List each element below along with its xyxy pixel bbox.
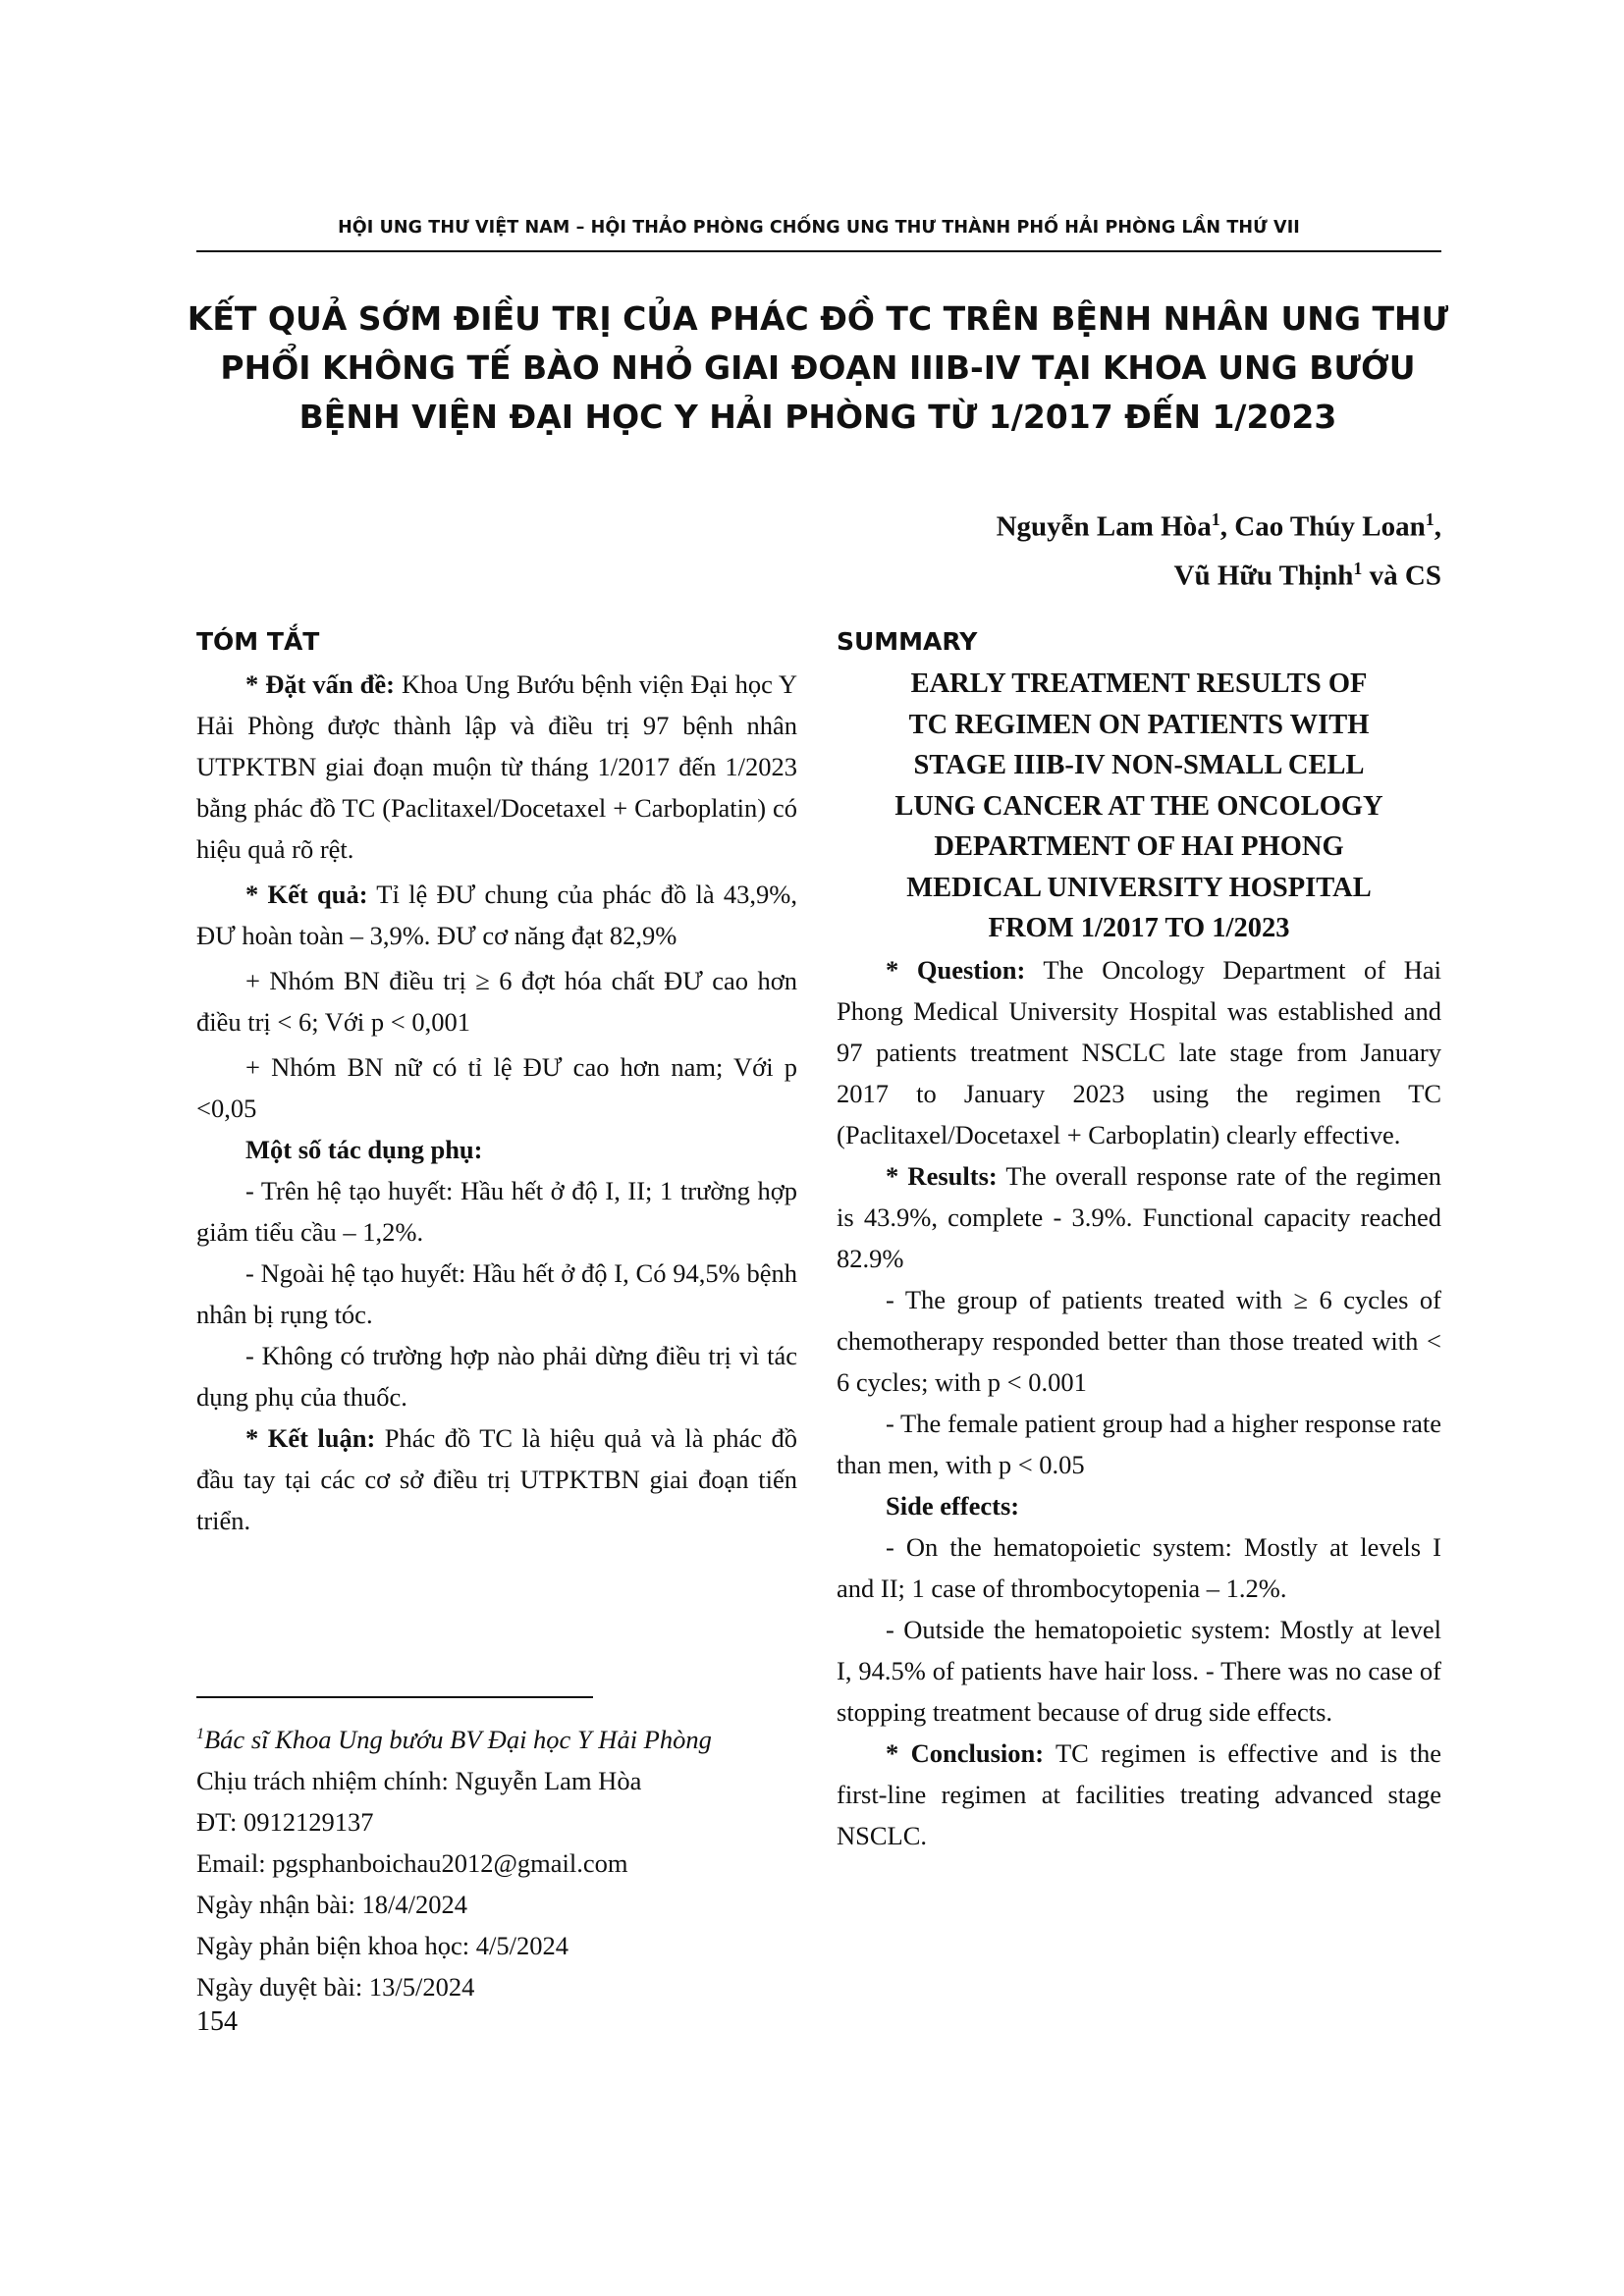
author-name: , Cao Thúy Loan bbox=[1219, 510, 1426, 543]
paragraph-text: Phác đồ TC là hiệu quả và là phác đồ đầu tay tại các cơ sở điều trị UTPKTBN giai đoạn tiến triển. bbox=[196, 1423, 797, 1535]
affiliation-text: Bác sĩ Khoa Ung bướu BV Đại học Y Hải Phòng bbox=[204, 1724, 712, 1754]
footnote-rule bbox=[196, 1696, 593, 1698]
author-list bbox=[785, 499, 1441, 596]
summary-conclusion bbox=[837, 1733, 1441, 1856]
paragraph-label: * Đặt vấn đề: bbox=[245, 669, 395, 699]
footnotes bbox=[196, 1714, 805, 2007]
header-rule bbox=[196, 250, 1441, 252]
side-effects-heading bbox=[196, 1129, 797, 1170]
paragraph-text: The overall response rate of the regimen is 43.9%, complete - 3.9%. Functional capacity reached 82.9% bbox=[837, 1160, 1441, 1273]
summary-results bbox=[837, 1155, 1441, 1279]
author-separator: , bbox=[1434, 510, 1441, 543]
footnote-reviewed: Ngày phản biện khoa học: 4/5/2024 bbox=[196, 1930, 569, 1960]
english-title bbox=[837, 664, 1441, 949]
author-name: Vũ Hữu Thịnh bbox=[1173, 560, 1354, 592]
english-title-line: TC REGIMEN ON PATIENTS WITH bbox=[908, 709, 1370, 740]
article-title bbox=[157, 294, 1479, 442]
summary-side-effect: - On the hematopoietic system: Mostly at levels I and II; 1 case of thrombocytopenia – 1.2%. bbox=[837, 1531, 1441, 1603]
footnote-approved: Ngày duyệt bài: 13/5/2024 bbox=[196, 1971, 475, 2002]
paragraph-label: * Conclusion: bbox=[886, 1737, 1045, 1768]
paragraph-text: The Oncology Department of Hai Phong Medical University Hospital was established and 97 patients treatment NSCLC late stage from January 2017 to January 2023 using the regimen TC (Paclitaxel/Docetaxel + Carboplatin) clearly effective. bbox=[837, 954, 1441, 1149]
author-name: Nguyễn Lam Hòa bbox=[996, 510, 1212, 543]
paragraph-text: Tỉ lệ ĐƯ chung của phác đồ là 43,9%, ĐƯ hoàn toàn – 3,9%. ĐƯ cơ năng đạt 82,9% bbox=[196, 880, 798, 950]
abstract-result-item: + Nhóm BN điều trị ≥ 6 đợt hóa chất ĐƯ cao hơn điều trị < 6; Với p < 0,001 bbox=[196, 966, 797, 1037]
summary-result-item: - The female patient group had a higher response rate than men, with p < 0.05 bbox=[837, 1408, 1441, 1479]
author-affiliation-mark: 1 bbox=[1353, 558, 1363, 578]
affiliation-mark: 1 bbox=[196, 1726, 204, 1742]
running-header: HỘI UNG THƯ VIỆT NAM – HỘI THẢO PHÒNG CHỐNG UNG THƯ THÀNH PHỐ HẢI PHÒNG LẦN THỨ VII bbox=[338, 218, 1300, 238]
abstract-problem bbox=[196, 664, 797, 870]
footnote-responsible: Chịu trách nhiệm chính: Nguyễn Lam Hòa bbox=[196, 1765, 642, 1795]
author-affiliation-mark: 1 bbox=[1425, 509, 1435, 529]
author-affiliation-mark: 1 bbox=[1211, 509, 1220, 529]
footnote-phone: ĐT: 0912129137 bbox=[196, 1806, 374, 1837]
title-line: KẾT QUẢ SỚM ĐIỀU TRỊ CỦA PHÁC ĐỒ TC TRÊN BỆNH NHÂN UNG THƯ bbox=[187, 299, 1449, 338]
paragraph-text: Khoa Ung Bướu bệnh viện Đại học Y Hải Phòng được thành lập và điều trị 97 bệnh nhân UTPKTBN giai đoạn muộn từ tháng 1/2017 đến 1/2023 bằng phác đồ TC (Paclitaxel/Docetaxel + Carboplatin) có hiệu quả rõ rệt. bbox=[196, 669, 798, 864]
paragraph-label: * Results: bbox=[886, 1160, 998, 1191]
abstract-results bbox=[196, 874, 797, 956]
paragraph-label: * Kết luận: bbox=[245, 1423, 376, 1453]
abstract-vietnamese bbox=[196, 624, 797, 1541]
author-line bbox=[785, 499, 1441, 548]
paragraph-text: TC regimen is effective and is the first-line regimen at facilities treating advanced stage NSCLC. bbox=[837, 1737, 1441, 1850]
english-title-line: STAGE IIIB-IV NON-SMALL CELL bbox=[913, 750, 1365, 780]
abstract-result-item: + Nhóm BN nữ có tỉ lệ ĐƯ cao hơn nam; Với p <0,05 bbox=[196, 1052, 797, 1123]
summary-result-item: - The group of patients treated with ≥ 6 cycles of chemotherapy responded better than those treated with < 6 cycles; with p < 0.001 bbox=[837, 1284, 1441, 1397]
paragraph-label: Side effects: bbox=[886, 1490, 1020, 1521]
paragraph-label: * Question: bbox=[886, 954, 1026, 985]
abstract-side-effect: - Trên hệ tạo huyết: Hầu hết ở độ I, II; 1 trường hợp giảm tiểu cầu – 1,2%. bbox=[196, 1176, 797, 1247]
english-title-line: LUNG CANCER AT THE ONCOLOGY bbox=[894, 790, 1383, 822]
title-line: BỆNH VIỆN ĐẠI HỌC Y HẢI PHÒNG TỪ 1/2017 ĐẾN 1/2023 bbox=[298, 398, 1337, 436]
title-line: PHỔI KHÔNG TẾ BÀO NHỎ GIAI ĐOẠN IIIB-IV TẠI KHOA UNG BƯỚU bbox=[220, 348, 1416, 387]
summary-heading: SUMMARY bbox=[837, 627, 978, 656]
english-title-line: EARLY TREATMENT RESULTS OF bbox=[910, 668, 1368, 699]
author-line bbox=[785, 548, 1441, 597]
abstract-english bbox=[837, 624, 1441, 1856]
english-title-line: MEDICAL UNIVERSITY HOSPITAL bbox=[906, 872, 1372, 903]
abstract-side-effect: - Ngoài hệ tạo huyết: Hầu hết ở độ I, Có 94,5% bệnh nhân bị rụng tóc. bbox=[196, 1258, 797, 1329]
paragraph-label: Một số tác dụng phụ: bbox=[245, 1135, 483, 1164]
summary-question bbox=[837, 949, 1441, 1155]
abstract-conclusion bbox=[196, 1417, 797, 1541]
abstract-heading: TÓM TẮT bbox=[196, 627, 320, 656]
footnote-received: Ngày nhận bài: 18/4/2024 bbox=[196, 1889, 467, 1919]
english-title-line: FROM 1/2017 TO 1/2023 bbox=[988, 913, 1290, 943]
summary-side-effects-heading bbox=[837, 1485, 1441, 1526]
summary-side-effect: - Outside the hematopoietic system: Mostly at level I, 94.5% of patients have hair loss. - There was no case of stopping treatment because of drug side effects. bbox=[837, 1614, 1441, 1727]
paragraph-label: * Kết quả: bbox=[245, 880, 368, 909]
abstract-side-effect: - Không có trường hợp nào phải dừng điều trị vì tác dụng phụ của thuốc. bbox=[196, 1341, 797, 1412]
footnote-affiliation bbox=[196, 1714, 805, 1760]
page-number: 154 bbox=[196, 2006, 238, 2037]
author-suffix: và CS bbox=[1362, 560, 1441, 592]
footnote-email: Email: pgsphanboichau2012@gmail.com bbox=[196, 1847, 628, 1878]
english-title-line: DEPARTMENT OF HAI PHONG bbox=[934, 831, 1344, 862]
